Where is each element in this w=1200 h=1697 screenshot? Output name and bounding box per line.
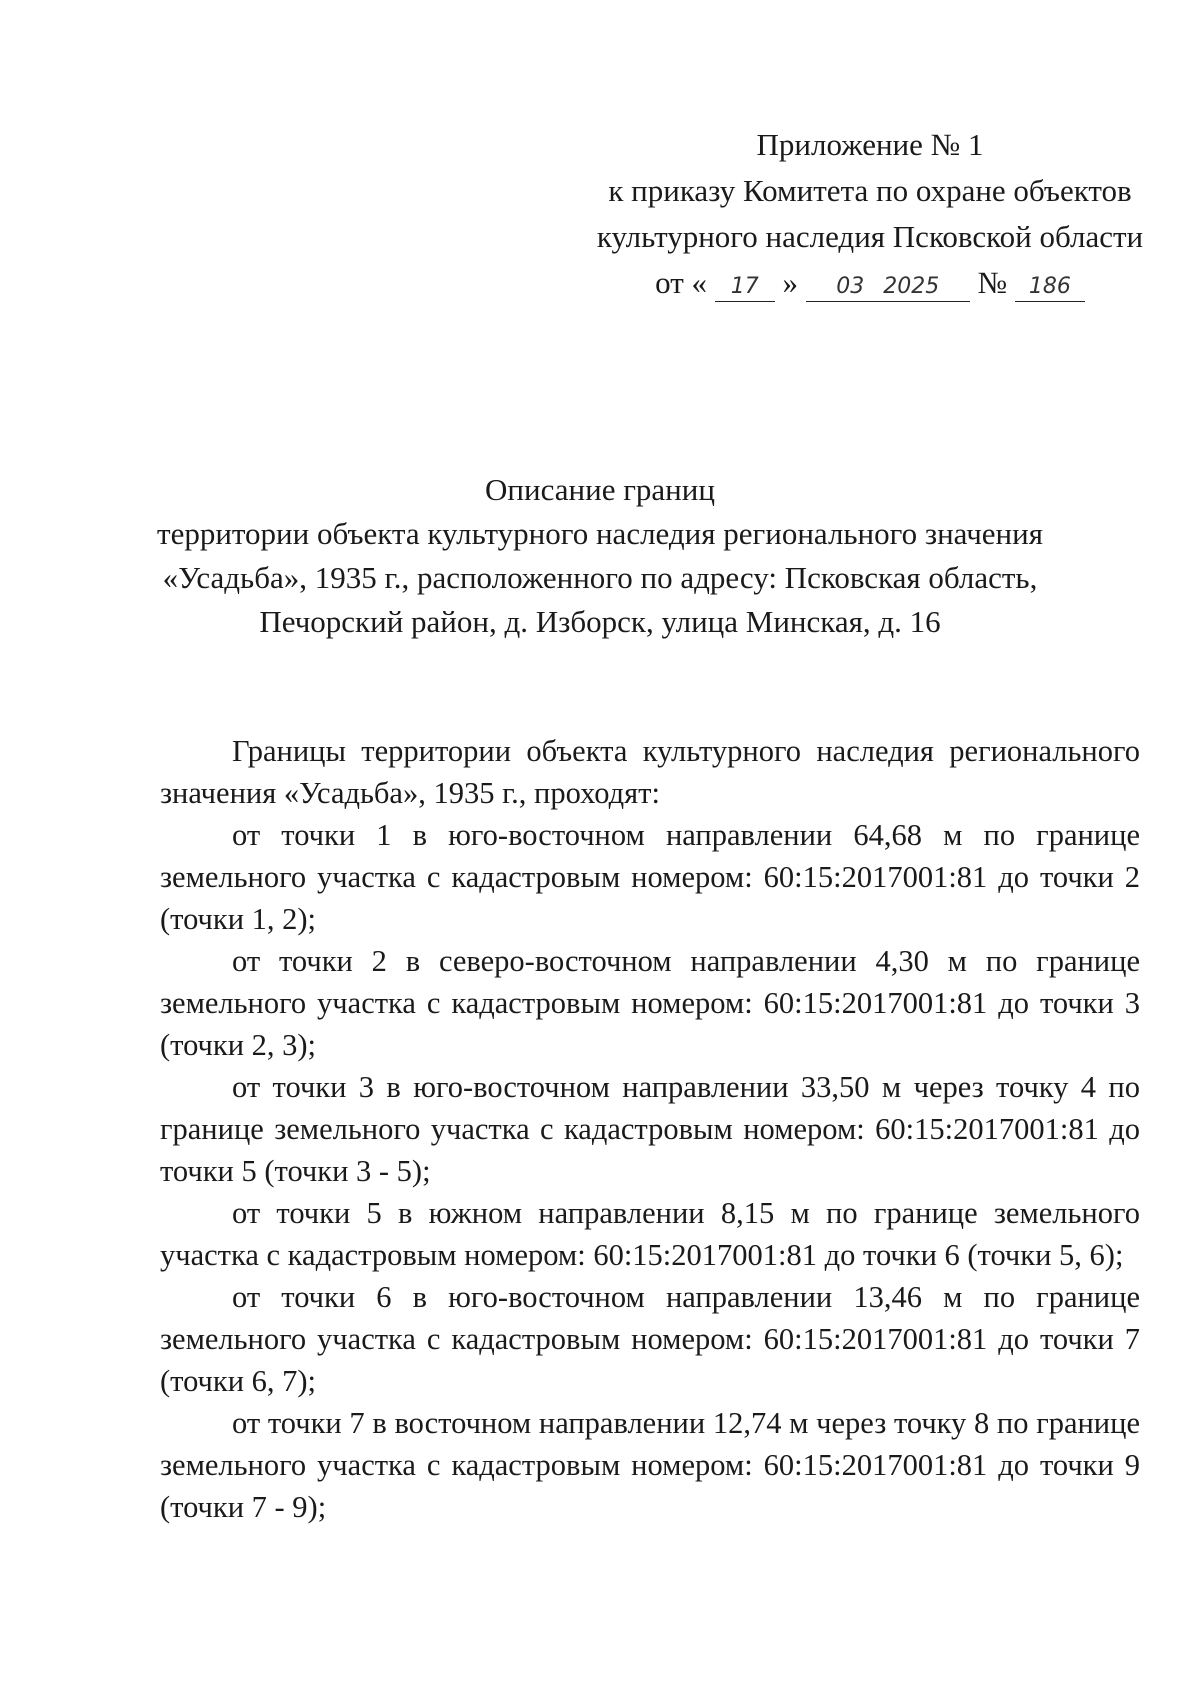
boundary-segment: от точки 7 в восточном направлении 12,74 м через точку 8 по границе земельного участка с кадастровым номером: 60:15:2017001:81 до точки 9 (точки 7 - 9); [160,1406,1140,1524]
boundary-segment: от точки 2 в северо-восточном направлении 4,30 м по границе земельного участка с кадастровым номером: 60:15:2017001:81 до точки 3 (точки 2, 3); [160,944,1140,1062]
boundary-segment: от точки 6 в юго-восточном направлении 13,46 м по границе земельного участка с кадастровым номером: 60:15:2017001:81 до точки 7 (точки 6, 7); [160,1280,1140,1398]
appendix-committee: культурного наследия Псковской области [596,219,1144,254]
appendix-title: Приложение № 1 [756,127,984,162]
date-day-handwritten: 17 [715,273,775,302]
appendix-header [590,122,1150,306]
date-prefix: от « [655,265,708,300]
date-month-year-handwritten: 03 2025 [806,273,970,302]
document-title [140,468,1060,644]
boundary-segment: от точки 5 в южном направлении 8,15 м по границе земельного участка с кадастровым номером: 60:15:2017001:81 до точки 6 (точки 5, 6); [160,1196,1140,1272]
title-line-2: территории объекта культурного наследия регионального значения [157,516,1043,551]
appendix-date-line [590,260,1150,306]
order-number-handwritten: 186 [1015,273,1085,302]
boundary-segment: от точки 1 в юго-восточном направлении 64,68 м по границе земельного участка с кадастровым номером: 60:15:2017001:81 до точки 2 (точки 1, 2); [160,818,1140,936]
boundary-segment: от точки 3 в юго-восточном направлении 33,50 м через точку 4 по границе земельного участка с кадастровым номером: 60:15:2017001:81 до точки 5 (точки 3 - 5); [160,1070,1140,1188]
appendix-order-ref: к приказу Комитета по охране объектов [608,173,1132,208]
title-line-4: Печорский район, д. Изборск, улица Минская, д. 16 [259,604,941,639]
document-body [160,730,1140,1528]
body-intro: Границы территории объекта культурного наследия регионального значения «Усадьба», 1935 г., проходят: [160,734,1140,810]
date-mid: » [782,265,799,300]
number-prefix: № [977,265,1008,300]
title-line-3: «Усадьба», 1935 г., расположенного по адресу: Псковская область, [162,560,1038,595]
title-line-1: Описание границ [485,472,715,507]
